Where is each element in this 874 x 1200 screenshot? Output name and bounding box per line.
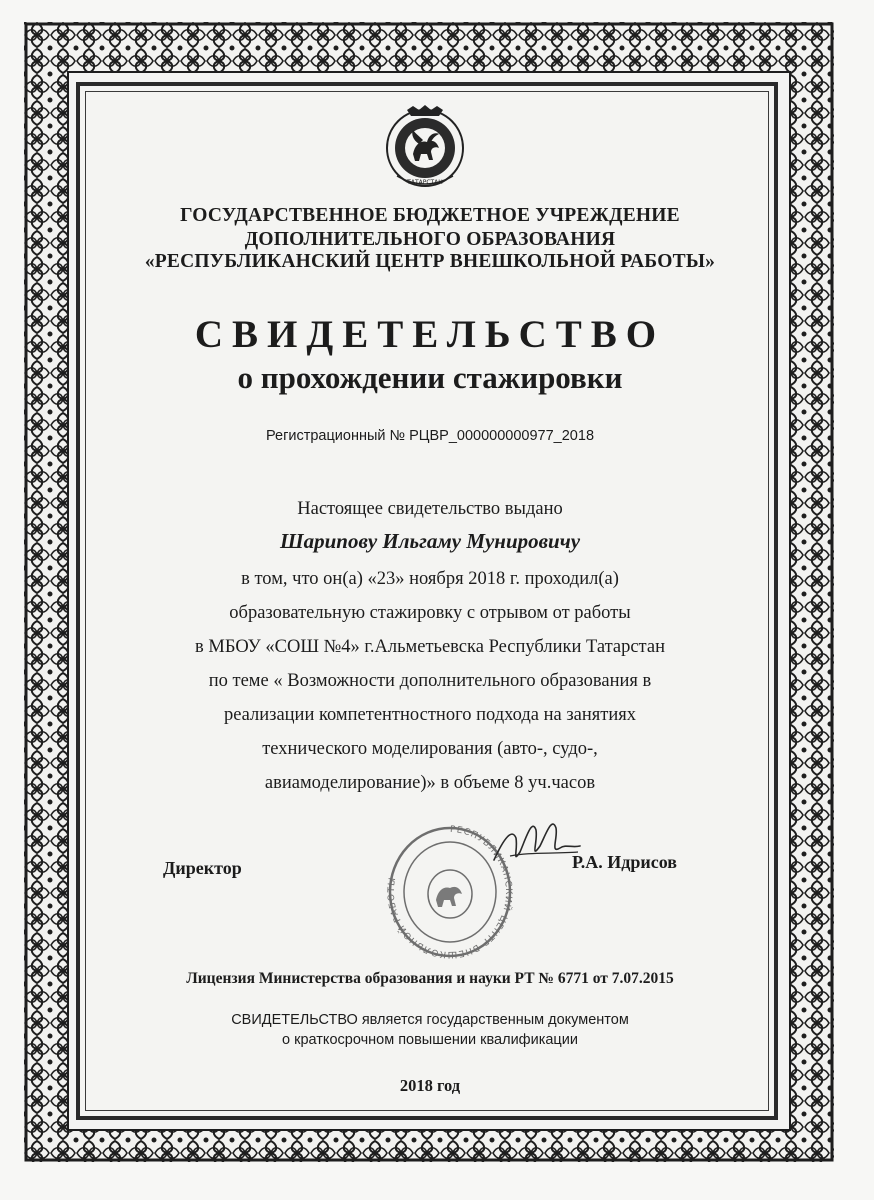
director-name: Р.А. Идрисов — [572, 852, 677, 872]
seal-text: РЕСПУБЛИКАНСКИЙ ЦЕНТР ВНЕШКОЛЬНОЙ РАБОТЫ — [386, 824, 513, 960]
license-info: Лицензия Министерства образования и науки РТ № 6771 от 7.07.2015 — [186, 970, 674, 987]
issue-year: 2018 год — [399, 1076, 461, 1095]
organization-line-3: «РЕСПУБЛИКАНСКИЙ ЦЕНТР ВНЕШКОЛЬНОЙ РАБОТЫ» — [144, 251, 716, 272]
status-note-line-2: о краткосрочном повышении квалификации — [282, 1032, 578, 1048]
body-line-7: авиамоделирование)» в объеме 8 уч.часов — [264, 773, 596, 793]
certificate-subtitle: о прохождении стажировки — [237, 360, 623, 395]
organization-line-1: ГОСУДАРСТВЕННОЕ БЮДЖЕТНОЕ УЧРЕЖДЕНИЕ — [180, 205, 680, 226]
status-note-line-1: СВИДЕТЕЛЬСТВО является государственным документом — [231, 1012, 629, 1028]
body-line-3: в МБОУ «СОШ №4» г.Альметьевска Республики Татарстан — [195, 637, 665, 657]
emblem-caption: ТАТАРСТАН — [407, 179, 443, 186]
body-line-5: реализации компетентностного подхода на занятиях — [223, 705, 637, 725]
body-line-2: образовательную стажировку с отрывом от работы — [229, 603, 631, 623]
tatarstan-emblem-icon — [383, 104, 467, 188]
registration-number: Регистрационный № РЦВР_000000000977_2018 — [265, 428, 595, 444]
body-line-4: по теме « Возможности дополнительного образования в — [208, 671, 652, 691]
recipient-name: Шарипову Ильгаму Мунировичу — [279, 529, 581, 553]
organization-line-2: ДОПОЛНИТЕЛЬНОГО ОБРАЗОВАНИЯ — [244, 229, 616, 250]
certificate-title: СВИДЕТЕЛЬСТВО — [194, 313, 666, 356]
issued-to-label: Настоящее свидетельство выдано — [297, 499, 563, 519]
body-line-1: в том, что он(а) «23» ноября 2018 г. проходил(а) — [241, 569, 619, 589]
handwritten-signature-icon — [490, 808, 582, 878]
body-line-6: технического моделирования (авто-, судо-, — [262, 739, 598, 759]
director-label: Директор — [163, 858, 242, 878]
